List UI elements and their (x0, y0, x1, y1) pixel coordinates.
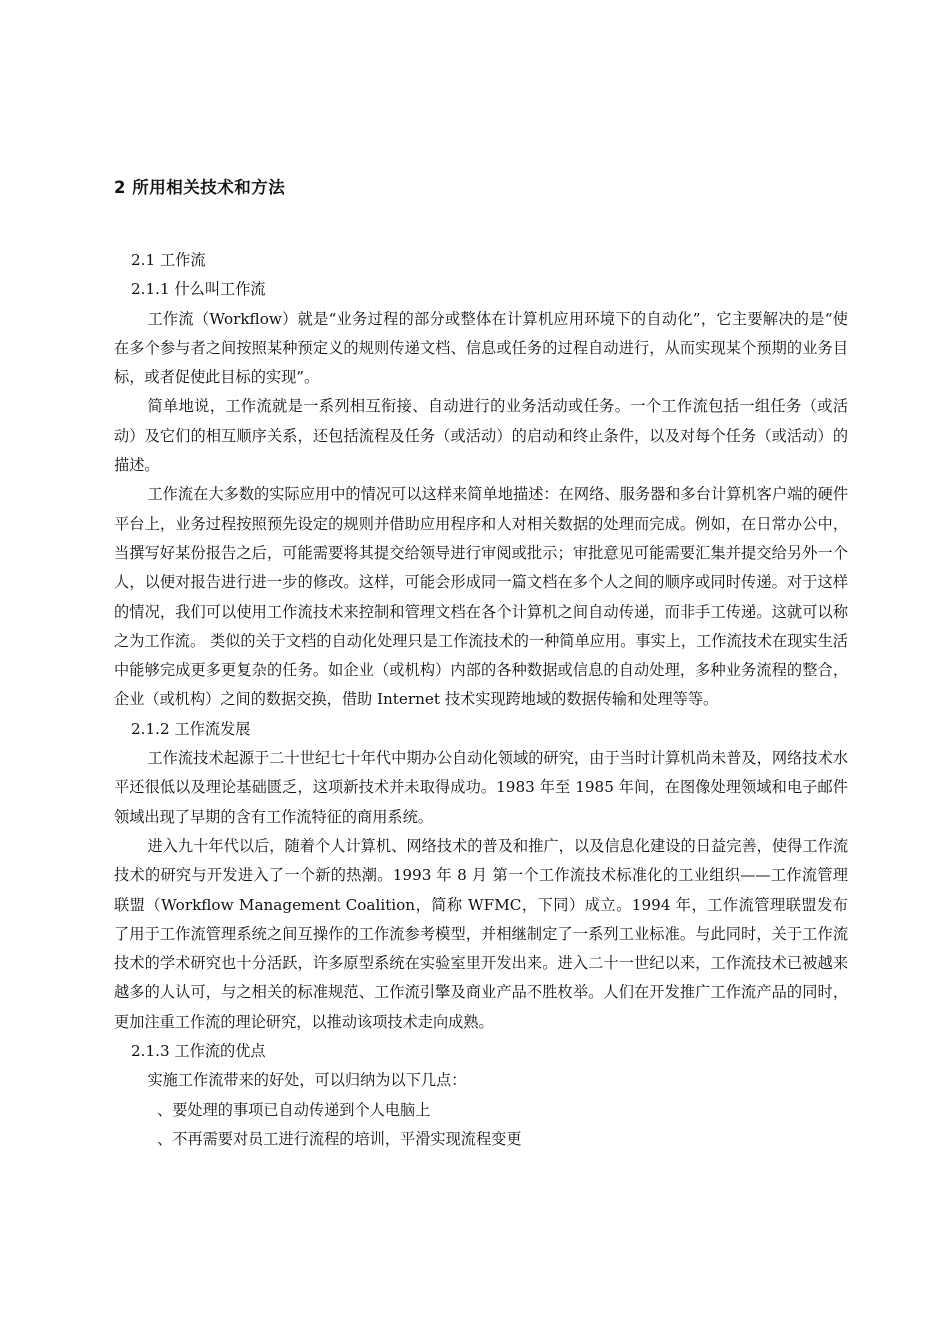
list-item: 、要处理的事项已自动传递到个人电脑上 (157, 1100, 431, 1119)
chapter-title: 2 所用相关技术和方法 (114, 178, 286, 197)
chapter-body (114, 246, 848, 1154)
section-heading-2-1: 2.1 工作流 (131, 251, 206, 269)
paragraph-workflow-simple: 简单地说，工作流就是一系列相互衔接、自动进行的业务活动或任务。一个工作流包括一组任务（或活动）及它们的相互顺序关系，还包括流程及任务（或活动）的启动和终止条件，以及对每个任务（或活动）的描述。 (114, 397, 848, 475)
section-heading-2-1-1: 2.1.1 什么叫工作流 (131, 280, 266, 299)
paragraph-workflow-definition: 工作流（Workflow）就是“业务过程的部分或整体在计算机应用环境下的自动化”，它主要解决的是“使在多个参与者之间按照某种预定义的规则传递文档、信息或任务的过程自动进行，从而实现某个预期的业务目标，或者促使此目标的实现”。 (114, 309, 848, 387)
paragraph-workflow-development: 进入九十年代以后，随着个人计算机、网络技术的普及和推广，以及信息化建设的日益完善，使得工作流技术的研究与开发进入了一个新的热潮。1993 年 8 月 第一个工作流技术标准化的工业组织——工作流管理联盟（Workflow Management Coalition，简称 WFMC，下同）成立。1994 年，工作流管理联盟发布了用于工作流管理系统之间互操作的工作流参考模型，并相继制定了一系列工业标准。与此同时，关于工作流技术的学术研究也十分活跃，许多原型系统在实验室里开发出来。进入二十一世纪以来，工作流技术已被越来越多的人认可，与之相关的标准规范、工作流引擎及商业产品不胜枚举。人们在开发推广工作流产品的同时，更加注重工作流的理论研究，以推动该项技术走向成熟。 (114, 836, 848, 1031)
paragraph-workflow-application: 工作流在大多数的实际应用中的情况可以这样来简单地描述：在网络、服务器和多台计算机客户端的硬件平台上，业务过程按照预先设定的规则并借助应用程序和人对相关数据的处理而完成。例如，在日常办公中，当撰写好某份报告之后，可能需要将其提交给领导进行审阅或批示；审批意见可能需要汇集并提交给另外一个人，以便对报告进行进一步的修改。这样，可能会形成同一篇文档在多个人之间的顺序或同时传递。对于这样的情况，我们可以使用工作流技术来控制和管理文档在各个计算机之间自动传递，而非手工传递。这就可以称之为工作流。 类似的关于文档的自动化处理只是工作流技术的一种简单应用。事实上，工作流技术在现实生活中能够完成更多更复杂的任务。如企业（或机构）内部的各种数据或信息的自动处理，多种业务流程的整合，企业（或机构）之间的数据交换，借助 Internet 技术实现跨地域的数据传输和处理等等。 (114, 485, 848, 709)
section-heading-2-1-3: 2.1.3 工作流的优点 (131, 1042, 266, 1061)
section-heading-2-1-2: 2.1.2 工作流发展 (131, 719, 251, 738)
paragraph-workflow-benefits-intro: 实施工作流带来的好处，可以归纳为以下几点： (147, 1071, 467, 1090)
list-item: 、不再需要对员工进行流程的培训，平滑实现流程变更 (157, 1129, 522, 1148)
paragraph-workflow-origin: 工作流技术起源于二十世纪七十年代中期办公自动化领域的研究，由于当时计算机尚未普及，网络技术水平还很低以及理论基础匮乏，这项新技术并未取得成功。1983 年至 1985 年间，在图像处理领域和电子邮件领域出现了早期的含有工作流特征的商用系统。 (114, 749, 848, 826)
